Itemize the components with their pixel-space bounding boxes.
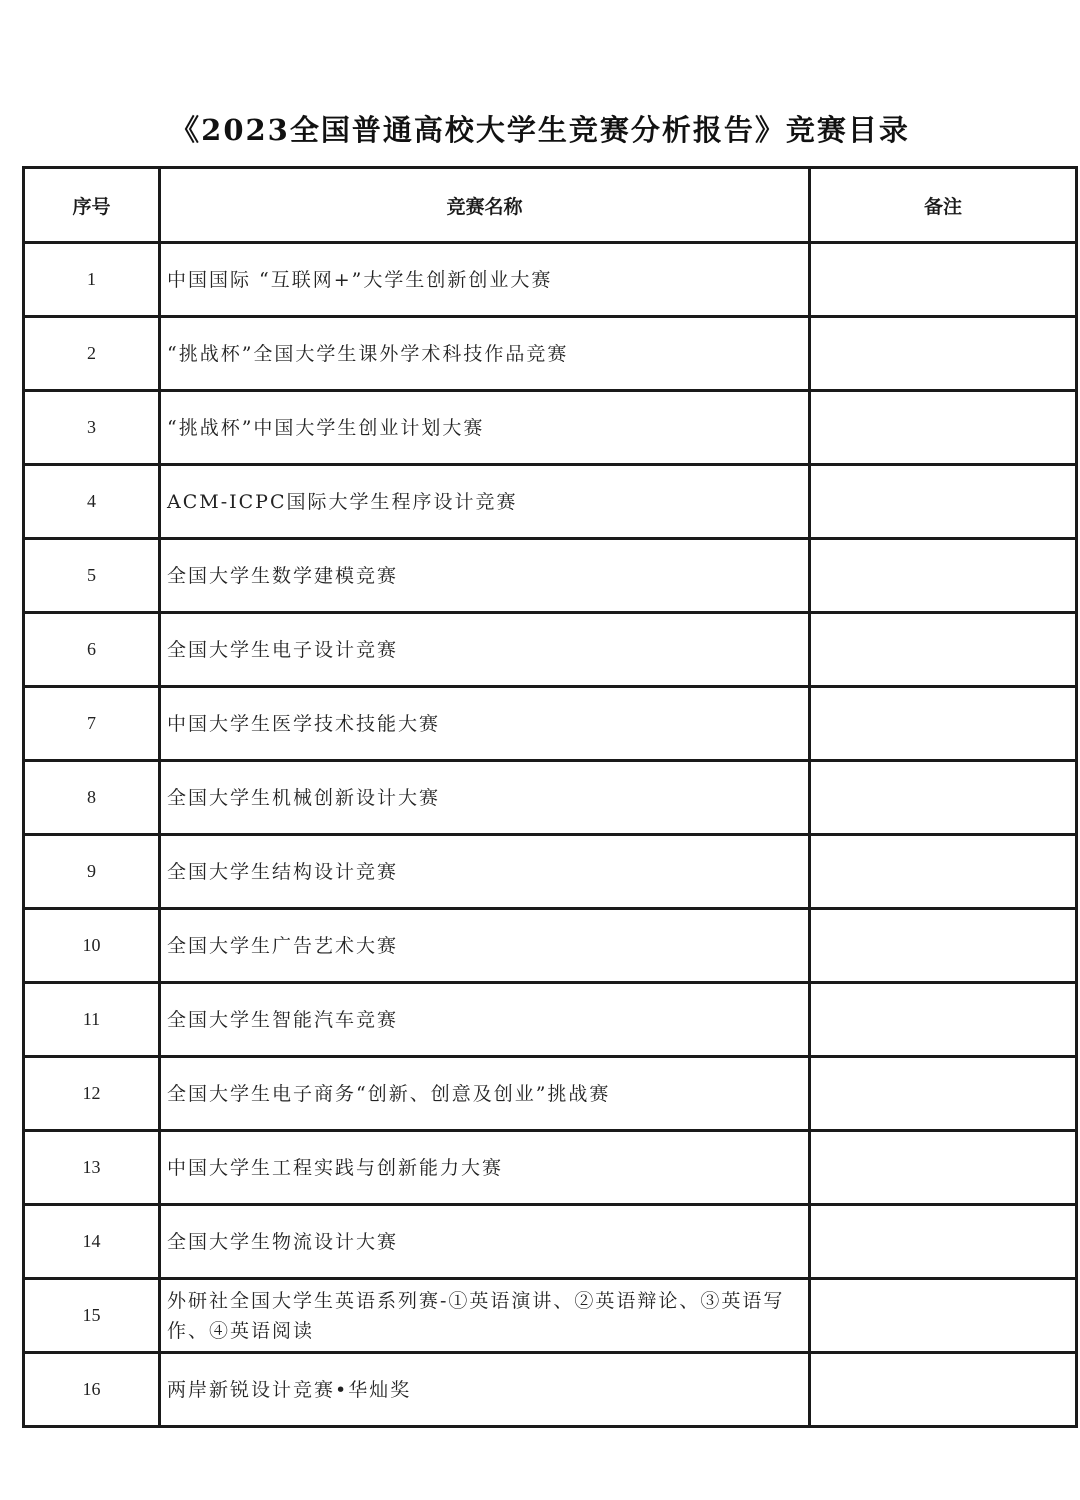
table-row: [24, 687, 1077, 761]
row-serial-number: 11: [24, 983, 160, 1057]
header-competition-name: 竞赛名称: [160, 168, 810, 243]
row-competition-name: 中国大学生工程实践与创新能力大赛: [160, 1131, 810, 1205]
row-remarks: [810, 613, 1077, 687]
row-remarks: [810, 687, 1077, 761]
row-serial-number: 12: [24, 1057, 160, 1131]
table-row: [24, 465, 1077, 539]
document-title: 《2023全国普通高校大学生竞赛分析报告》竞赛目录: [170, 113, 910, 147]
row-serial-number: 2: [24, 317, 160, 391]
row-competition-name: 全国大学生数学建模竞赛: [160, 539, 810, 613]
table-row: [24, 1205, 1077, 1279]
row-serial-number: 3: [24, 391, 160, 465]
row-competition-name: “挑战杯”全国大学生课外学术科技作品竞赛: [160, 317, 810, 391]
row-serial-number: 9: [24, 835, 160, 909]
table-row: [24, 243, 1077, 317]
row-remarks: [810, 1057, 1077, 1131]
table-row: [24, 1131, 1077, 1205]
table-row: [24, 909, 1077, 983]
table-row: [24, 983, 1077, 1057]
row-competition-name: 全国大学生结构设计竞赛: [160, 835, 810, 909]
table-row: [24, 1353, 1077, 1427]
row-serial-number: 14: [24, 1205, 160, 1279]
row-remarks: [810, 1279, 1077, 1353]
row-serial-number: 7: [24, 687, 160, 761]
row-remarks: [810, 909, 1077, 983]
row-remarks: [810, 1353, 1077, 1427]
header-serial-number: 序号: [24, 168, 160, 243]
row-remarks: [810, 1205, 1077, 1279]
row-serial-number: 6: [24, 613, 160, 687]
row-serial-number: 4: [24, 465, 160, 539]
row-competition-name: 全国大学生机械创新设计大赛: [160, 761, 810, 835]
table-row: [24, 613, 1077, 687]
row-competition-name: 全国大学生物流设计大赛: [160, 1205, 810, 1279]
row-serial-number: 1: [24, 243, 160, 317]
table-row: [24, 317, 1077, 391]
row-competition-name: ACM-ICPC国际大学生程序设计竞赛: [160, 465, 810, 539]
row-competition-name: 两岸新锐设计竞赛•华灿奖: [160, 1353, 810, 1427]
table-header-row: [24, 168, 1077, 243]
table-row: [24, 761, 1077, 835]
row-serial-number: 5: [24, 539, 160, 613]
row-remarks: [810, 761, 1077, 835]
table-row: [24, 391, 1077, 465]
row-remarks: [810, 317, 1077, 391]
row-remarks: [810, 1131, 1077, 1205]
row-remarks: [810, 835, 1077, 909]
row-serial-number: 15: [24, 1279, 160, 1353]
row-serial-number: 13: [24, 1131, 160, 1205]
header-remarks: 备注: [810, 168, 1077, 243]
competition-catalog-table: [22, 166, 1078, 1428]
row-competition-name: 全国大学生电子商务“创新、创意及创业”挑战赛: [160, 1057, 810, 1131]
table-row: [24, 835, 1077, 909]
table-row: [24, 1057, 1077, 1131]
row-competition-name: 全国大学生电子设计竞赛: [160, 613, 810, 687]
table-row: [24, 1279, 1077, 1353]
row-remarks: [810, 465, 1077, 539]
row-competition-name: 全国大学生智能汽车竞赛: [160, 983, 810, 1057]
row-remarks: [810, 983, 1077, 1057]
row-competition-name: 全国大学生广告艺术大赛: [160, 909, 810, 983]
row-serial-number: 16: [24, 1353, 160, 1427]
row-remarks: [810, 539, 1077, 613]
row-serial-number: 10: [24, 909, 160, 983]
row-remarks: [810, 243, 1077, 317]
row-competition-name: 中国大学生医学技术技能大赛: [160, 687, 810, 761]
row-competition-name: 外研社全国大学生英语系列赛-①英语演讲、②英语辩论、③英语写作、④英语阅读: [160, 1279, 810, 1353]
row-competition-name: 中国国际 “互联网+”大学生创新创业大赛: [160, 243, 810, 317]
row-remarks: [810, 391, 1077, 465]
row-competition-name: “挑战杯”中国大学生创业计划大赛: [160, 391, 810, 465]
row-serial-number: 8: [24, 761, 160, 835]
table-row: [24, 539, 1077, 613]
